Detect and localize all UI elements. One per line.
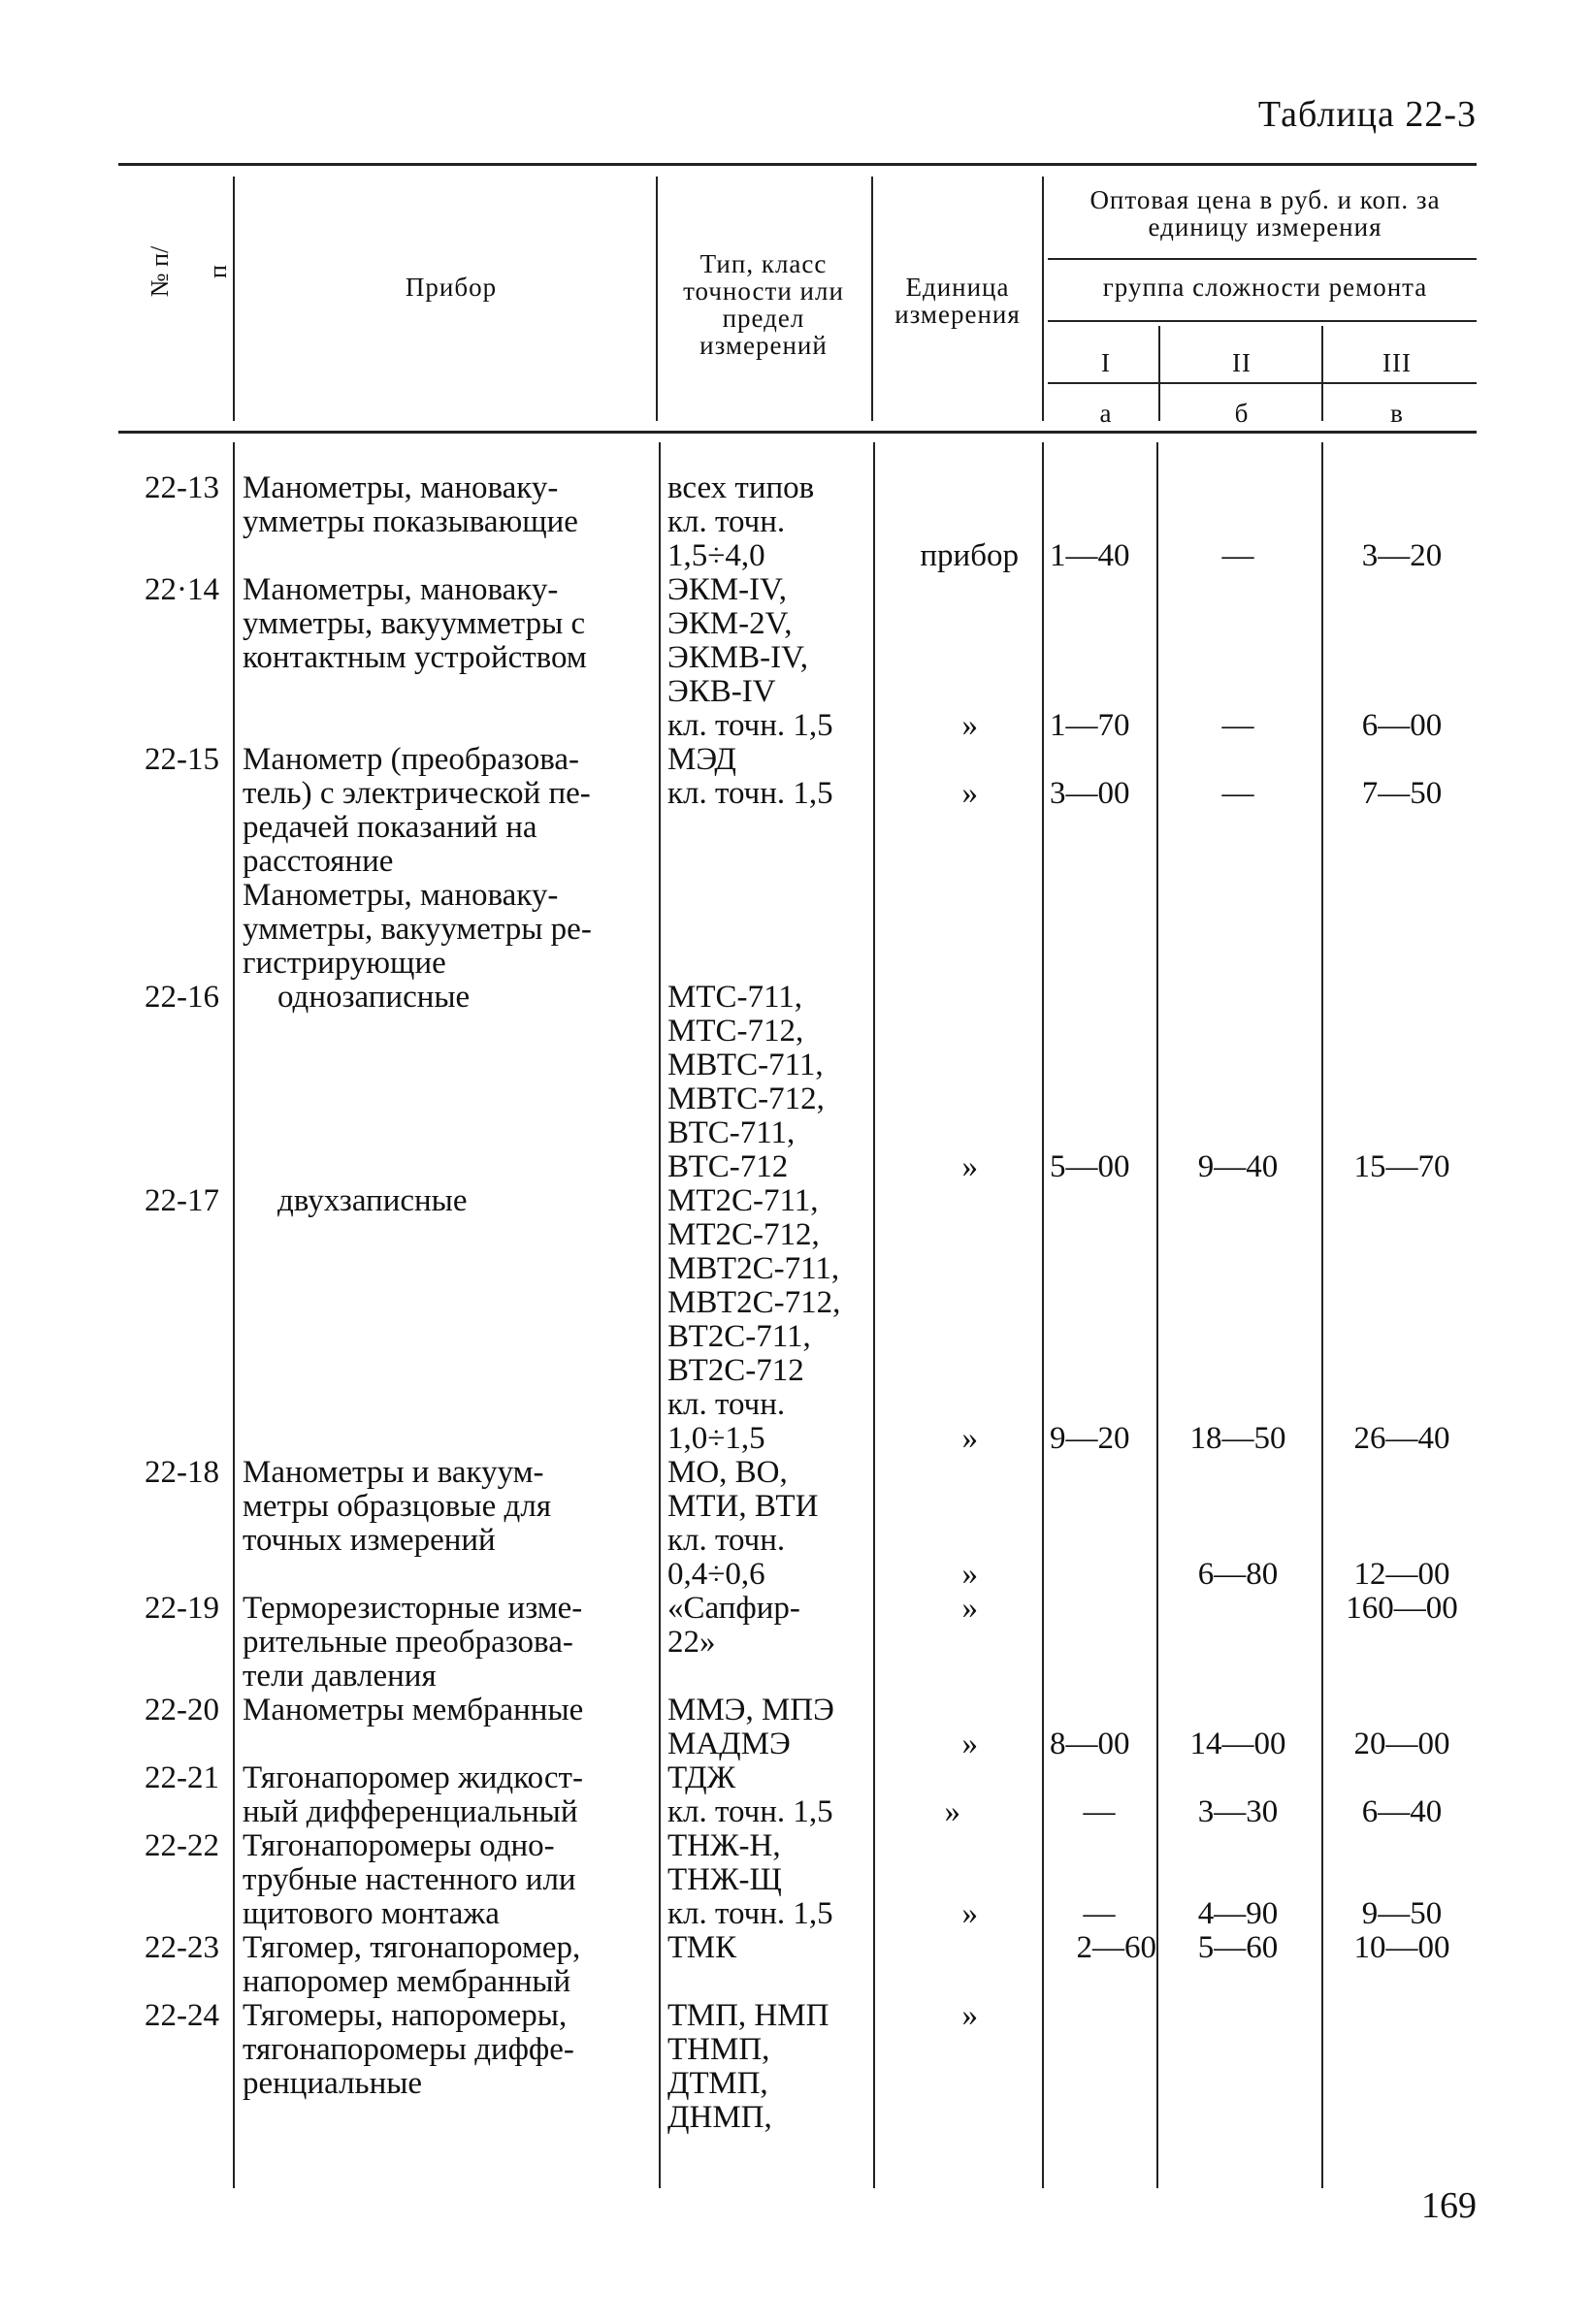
row-22-23-price-b: 5—60 [1197, 1930, 1279, 1965]
row-22-18-type: МО, ВО, МТИ, ВТИ кл. точн. 0,4÷0,6 [667, 1455, 819, 1592]
header-sub-b: б [1234, 399, 1250, 428]
row-22-20-type: ММЭ, МПЭ МАДМЭ [667, 1693, 834, 1761]
header-vline-6 [1321, 326, 1323, 421]
row-22-19-no: 22-19 [145, 1591, 219, 1626]
row-22-22-price-c: 9—50 [1361, 1896, 1443, 1931]
page-number: 169 [1421, 2185, 1477, 2226]
row-22-16-price-b: 9—40 [1197, 1149, 1279, 1184]
body-vline-6 [1321, 442, 1323, 2188]
row-22-14-type: ЭКМ-IV, ЭКМ-2V, ЭКМВ-IV, ЭКВ-IV кл. точн. 1,5 [667, 572, 833, 743]
roman-rule [1048, 382, 1477, 384]
row-22-18-device: Манометры и вакуум- метры образцовые для точных измерений [243, 1455, 551, 1558]
row-22-15-price-a: 3—00 [1050, 776, 1130, 811]
row-22-13-price-a: 1—40 [1050, 538, 1130, 573]
row-22-21-unit: » [944, 1794, 960, 1829]
row-22-20-price-b: 14—00 [1189, 1727, 1286, 1761]
header-group: группа сложности ремонта [1102, 273, 1428, 302]
row-22-17-unit: » [961, 1421, 978, 1456]
row-22-20-no: 22-20 [145, 1693, 219, 1727]
row-22-17-price-b: 18—50 [1189, 1421, 1286, 1456]
row-22-18-price-c: 12—00 [1353, 1557, 1450, 1592]
row-22-17-device: двухзаписные [277, 1183, 468, 1218]
row-22-14-price-c: 6—00 [1361, 708, 1443, 743]
row-22-14-price-b: — [1221, 708, 1254, 743]
row-22-20-unit: » [961, 1727, 978, 1761]
row-22-23-device: Тягомер, тягонапоромер, напоромер мембранный [243, 1930, 581, 1999]
row-22-17-price-a: 9—20 [1050, 1421, 1130, 1456]
row-22-22-no: 22-22 [145, 1828, 219, 1863]
row-22-13-no: 22-13 [145, 470, 219, 505]
body-vline-2 [659, 442, 661, 2188]
row-22-22-price-a: — [1083, 1896, 1116, 1931]
row-22-13-type: всех типов кл. точн. 1,5÷4,0 [667, 470, 815, 573]
row-22-15-price-c: 7—50 [1361, 776, 1443, 811]
row-22-21-price-b: 3—30 [1197, 1794, 1279, 1829]
group-registering-device: Манометры, мановаку- умметры, вакууметры ре- гистрирующие [243, 878, 592, 981]
table-top-rule [118, 163, 1477, 166]
header-bottom-rule [118, 431, 1477, 434]
header-vline-5 [1158, 326, 1160, 421]
row-22-13-price-c: 3—20 [1361, 538, 1443, 573]
row-22-16-price-c: 15—70 [1353, 1149, 1450, 1184]
row-22-20-device: Манометры мембранные [243, 1693, 584, 1727]
row-22-24-unit: » [961, 1998, 978, 2033]
body-vline-1 [233, 442, 235, 2188]
row-22-15-type: МЭД кл. точн. 1,5 [667, 742, 833, 811]
row-22-14-no: 22·14 [145, 572, 219, 607]
header-number: № п/п [146, 245, 232, 298]
row-22-21-no: 22-21 [145, 1760, 219, 1795]
row-22-21-type: ТДЖ кл. точн. 1,5 [667, 1760, 833, 1829]
row-22-15-device: Манометр (преобразова- тель) с электрической пе- редачей показаний на расстояние [243, 742, 591, 879]
row-22-20-price-a: 8—00 [1050, 1727, 1130, 1761]
row-22-18-no: 22-18 [145, 1455, 219, 1490]
row-22-22-device: Тягонапоромеры одно- трубные настенного или щитового монтажа [243, 1828, 576, 1931]
row-22-24-type: ТМП, НМП ТНМП, ДТМП, ДНМП, [667, 1998, 829, 2135]
table-caption: Таблица 22-3 [1257, 94, 1477, 135]
row-22-19-type: «Сапфир- 22» [667, 1591, 800, 1660]
row-22-17-no: 22-17 [145, 1183, 219, 1218]
row-22-15-unit: » [961, 776, 978, 811]
group-bottom-rule [1048, 320, 1477, 322]
row-22-21-price-a: — [1083, 1794, 1116, 1829]
row-22-22-type: ТНЖ-Н, ТНЖ-Щ кл. точн. 1,5 [667, 1828, 833, 1931]
row-22-23-price-a: 2—60 [1076, 1930, 1156, 1965]
header-vline-2 [656, 177, 658, 421]
row-22-13-unit: прибор [920, 538, 1019, 573]
row-22-24-device: Тягомеры, напоромеры, тягонапоромеры диффе- ренциальные [243, 1998, 574, 2101]
row-22-21-price-c: 6—40 [1361, 1794, 1443, 1829]
header-sub-a: а [1099, 399, 1113, 428]
header-vline-4 [1042, 177, 1044, 421]
row-22-16-unit: » [961, 1149, 978, 1184]
row-22-17-type: МТ2С-711, МТ2С-712, МВТ2С-711, МВТ2С-712, ВТ2С-711, ВТ2С-712 кл. точн. 1,0÷1,5 [667, 1183, 841, 1456]
header-vline-3 [871, 177, 873, 421]
row-22-17-price-c: 26—40 [1353, 1421, 1450, 1456]
row-22-14-unit: » [961, 708, 978, 743]
row-22-14-device: Манометры, мановаку- умметры, вакуумметры с контактным устройством [243, 572, 587, 675]
row-22-24-no: 22-24 [145, 1998, 219, 2033]
header-device: Прибор [405, 273, 498, 302]
row-22-15-no: 22-15 [145, 742, 219, 777]
row-22-18-unit: » [961, 1557, 978, 1592]
row-22-13-device: Манометры, мановаку- умметры показывающие [243, 470, 578, 539]
body-vline-4 [1042, 442, 1044, 2188]
row-22-16-device: однозаписные [277, 980, 471, 1015]
header-type: Тип, класс точности или предел измерений [683, 249, 844, 360]
row-22-18-price-b: 6—80 [1197, 1557, 1279, 1592]
row-22-21-device: Тягонапоромер жидкост- ный дифференциальный [243, 1760, 583, 1829]
header-unit: Единица измерения [894, 273, 1021, 329]
row-22-16-type: МТС-711, МТС-712, МВТС-711, МВТС-712, ВТС-711, ВТС-712 [667, 980, 825, 1184]
row-22-23-price-c: 10—00 [1353, 1930, 1450, 1965]
header-group-II: II [1232, 348, 1252, 377]
row-22-15-price-b: — [1221, 776, 1254, 811]
row-22-23-type: ТМК [667, 1930, 737, 1965]
header-group-I: I [1101, 348, 1111, 377]
row-22-16-price-a: 5—00 [1050, 1149, 1130, 1184]
header-vline-1 [233, 177, 235, 421]
row-22-22-price-b: 4—90 [1197, 1896, 1279, 1931]
row-22-22-unit: » [961, 1896, 978, 1931]
header-sub-v: в [1390, 399, 1404, 428]
row-22-19-unit: » [961, 1591, 978, 1626]
row-22-19-device: Терморезисторные изме- рительные преобразова- тели давления [243, 1591, 583, 1694]
row-22-19-price-c: 160—00 [1346, 1591, 1458, 1626]
row-22-13-price-b: — [1221, 538, 1254, 573]
header-group-III: III [1382, 348, 1412, 377]
header-price: Оптовая цена в руб. и коп. за единицу измерения [1089, 185, 1441, 242]
row-22-23-no: 22-23 [145, 1930, 219, 1965]
group-top-rule [1048, 258, 1477, 260]
row-22-20-price-c: 20—00 [1353, 1727, 1450, 1761]
row-22-16-no: 22-16 [145, 980, 219, 1015]
row-22-14-price-a: 1—70 [1050, 708, 1130, 743]
body-vline-5 [1156, 442, 1158, 2188]
